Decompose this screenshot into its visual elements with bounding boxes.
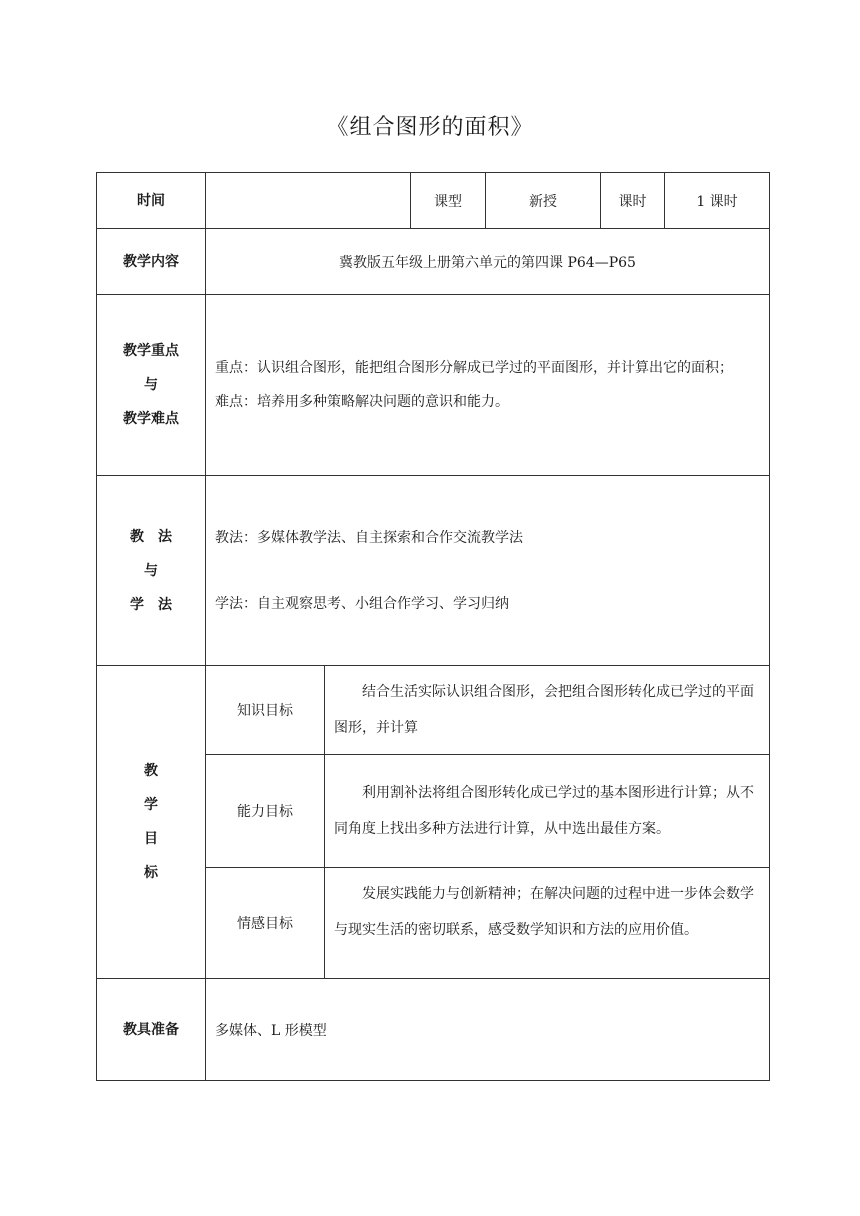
tools-row	[97, 979, 770, 1081]
focus-row	[97, 295, 770, 476]
document-title: 《组合图形的面积》	[326, 115, 534, 140]
key-point-text: 重点：认识组合图形，能把组合图形分解成已学过的平面图形，并计算出它的面积；	[215, 360, 733, 376]
focus-content	[206, 295, 770, 476]
time-label: 时间	[97, 173, 206, 229]
class-hours-label: 课时	[601, 173, 665, 229]
content-row	[97, 229, 770, 295]
goal-row-knowledge	[97, 666, 770, 755]
emotion-goal-label: 情感目标	[206, 868, 325, 979]
learning-method-text: 学法：自主观察思考、小组合作学习、学习归纳	[215, 595, 509, 612]
content-value: 冀教版五年级上册第六单元的第四课 P64—P65	[206, 229, 770, 295]
goals-label	[97, 666, 206, 979]
knowledge-goal-text: 结合生活实际认识组合图形，会把组合图形转化成已学过的平面图形，并计算	[325, 666, 770, 755]
class-hours-value: 1 课时	[665, 173, 770, 229]
lesson-plan-table	[96, 172, 770, 1081]
methods-row	[97, 476, 770, 666]
methods-label-line: 教 法	[130, 528, 172, 545]
methods-label	[97, 476, 206, 666]
lesson-type-label: 课型	[411, 173, 486, 229]
methods-label-line: 学 法	[130, 596, 172, 613]
emotion-goal-text: 发展实践能力与创新精神；在解决问题的过程中进一步体会数学与现实生活的密切联系，感受数学知识和方法的应用价值。	[325, 868, 770, 979]
focus-label	[97, 295, 206, 476]
ability-goal-text: 利用割补法将组合图形转化成已学过的基本图形进行计算；从不同角度上找出多种方法进行计算，从中选出最佳方案。	[325, 755, 770, 868]
knowledge-goal-label: 知识目标	[206, 666, 325, 755]
focus-label-line: 教学重点	[123, 343, 179, 359]
time-row	[97, 173, 770, 229]
methods-label-line: 与	[144, 562, 158, 579]
goals-label-char: 学	[144, 797, 158, 813]
lesson-type-value: 新授	[486, 173, 601, 229]
time-value	[206, 173, 411, 229]
tools-value: 多媒体、L 形模型	[206, 979, 770, 1081]
methods-content	[206, 476, 770, 666]
focus-label-line: 教学难点	[123, 411, 179, 427]
teaching-method-text: 教法：多媒体教学法、自主探索和合作交流教学法	[215, 529, 523, 546]
focus-label-line: 与	[144, 377, 158, 393]
content-label: 教学内容	[97, 229, 206, 295]
goals-label-char: 教	[144, 763, 158, 779]
tools-label: 教具准备	[97, 979, 206, 1081]
goals-label-char: 标	[144, 865, 158, 881]
difficulty-text: 难点：培养用多种策略解决问题的意识和能力。	[215, 394, 509, 410]
ability-goal-label: 能力目标	[206, 755, 325, 868]
goals-label-char: 目	[144, 831, 158, 847]
